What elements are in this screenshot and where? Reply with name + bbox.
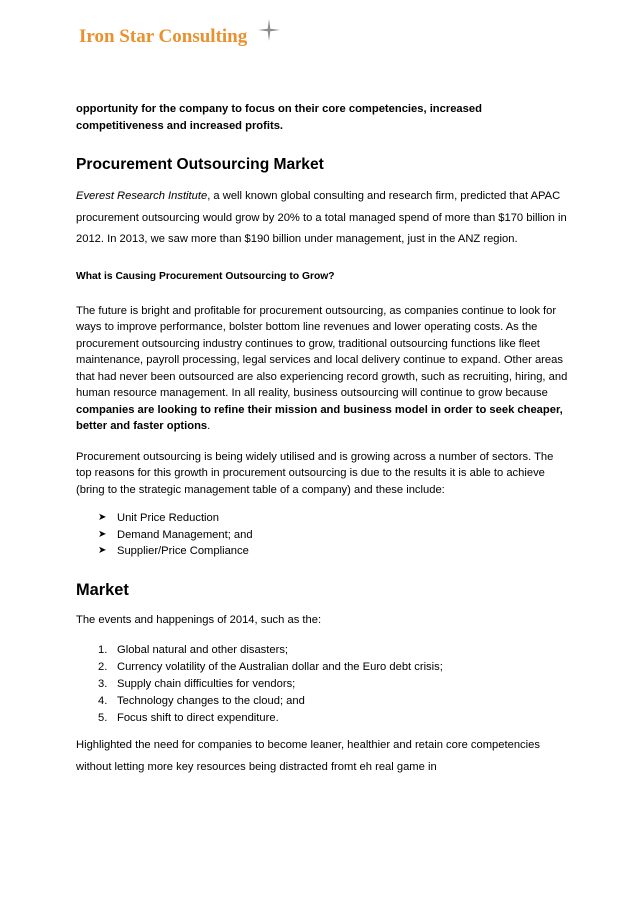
- list-item: ➤ Demand Management; and: [98, 527, 570, 544]
- closing-paragraph: Highlighted the need for companies to become leaner, healthier and retain core competencies without letting more key resources being distracted fromt eh real game in: [76, 739, 540, 773]
- procurement-heading: Procurement Outsourcing Market: [76, 156, 324, 173]
- causes-end: .: [207, 420, 211, 432]
- causes-heading: What is Causing Procurement Outsourcing to Grow?: [76, 270, 335, 282]
- arrowhead-bullet-icon: ➤: [98, 545, 107, 556]
- everest-paragraph: [76, 186, 570, 251]
- list-item: 2. Currency volatility of the Australian dollar and the Euro debt crisis;: [98, 661, 443, 673]
- intro-paragraph: opportunity for the company to focus on their core competencies, increased competitiveness and increased profits.: [76, 103, 482, 132]
- list-item: 5. Focus shift to direct expenditure.: [98, 712, 279, 724]
- causes-text: The future is bright and profitable for procurement outsourcing, as companies continue to look for ways to improve performance, bolster bottom line revenues and lower operating costs. As the procurement outsourcing industry continues to grow, traditional outsourcing functions like fleet maintenance, payroll processing, legal services and local delivery continue to expand. Other areas that had never been outsourced are also experiencing record growth, such as recruiting, hiring, and human resource management. In all reality, business outsourcing will continue to grow because: [76, 304, 568, 399]
- four-point-star-icon: [258, 19, 280, 41]
- events-list: [76, 642, 570, 727]
- causes-bold-text: companies are looking to refine their mission and business model in order to seek cheaper, better and faster options: [76, 403, 563, 432]
- list-item: ➤ Unit Price Reduction: [98, 510, 570, 527]
- everest-text: , a well known global consulting and research firm, predicted that APAC procurement outsourcing would grow by 20% to a total managed spend of more than $170 billion in 2012. In 2013, we saw more than $190 billion under management, just in the ANZ region.: [76, 190, 567, 245]
- reasons-paragraph: Procurement outsourcing is being widely utilised and is growing across a number of sectors. The top reasons for this growth in procurement outsourcing is due to the results it is able to achieve (bring to the strategic management table of a company) and these include:: [76, 450, 554, 496]
- market-lead: The events and happenings of 2014, such as the:: [76, 613, 322, 626]
- list-item: ➤ Supplier/Price Compliance: [98, 543, 570, 560]
- list-item: 1. Global natural and other disasters;: [98, 644, 289, 656]
- causes-paragraph: [76, 303, 570, 435]
- market-heading: Market: [76, 580, 129, 599]
- document-body: [76, 101, 570, 778]
- list-item: 4. Technology changes to the cloud; and: [98, 695, 305, 707]
- brand-name: Iron Star Consulting: [79, 26, 248, 47]
- arrowhead-bullet-icon: ➤: [98, 512, 107, 523]
- everest-name: Everest Research Institute: [76, 190, 208, 202]
- arrowhead-bullet-icon: ➤: [98, 528, 107, 540]
- reasons-list: [76, 510, 570, 560]
- list-item: 3. Supply chain difficulties for vendors;: [98, 678, 296, 690]
